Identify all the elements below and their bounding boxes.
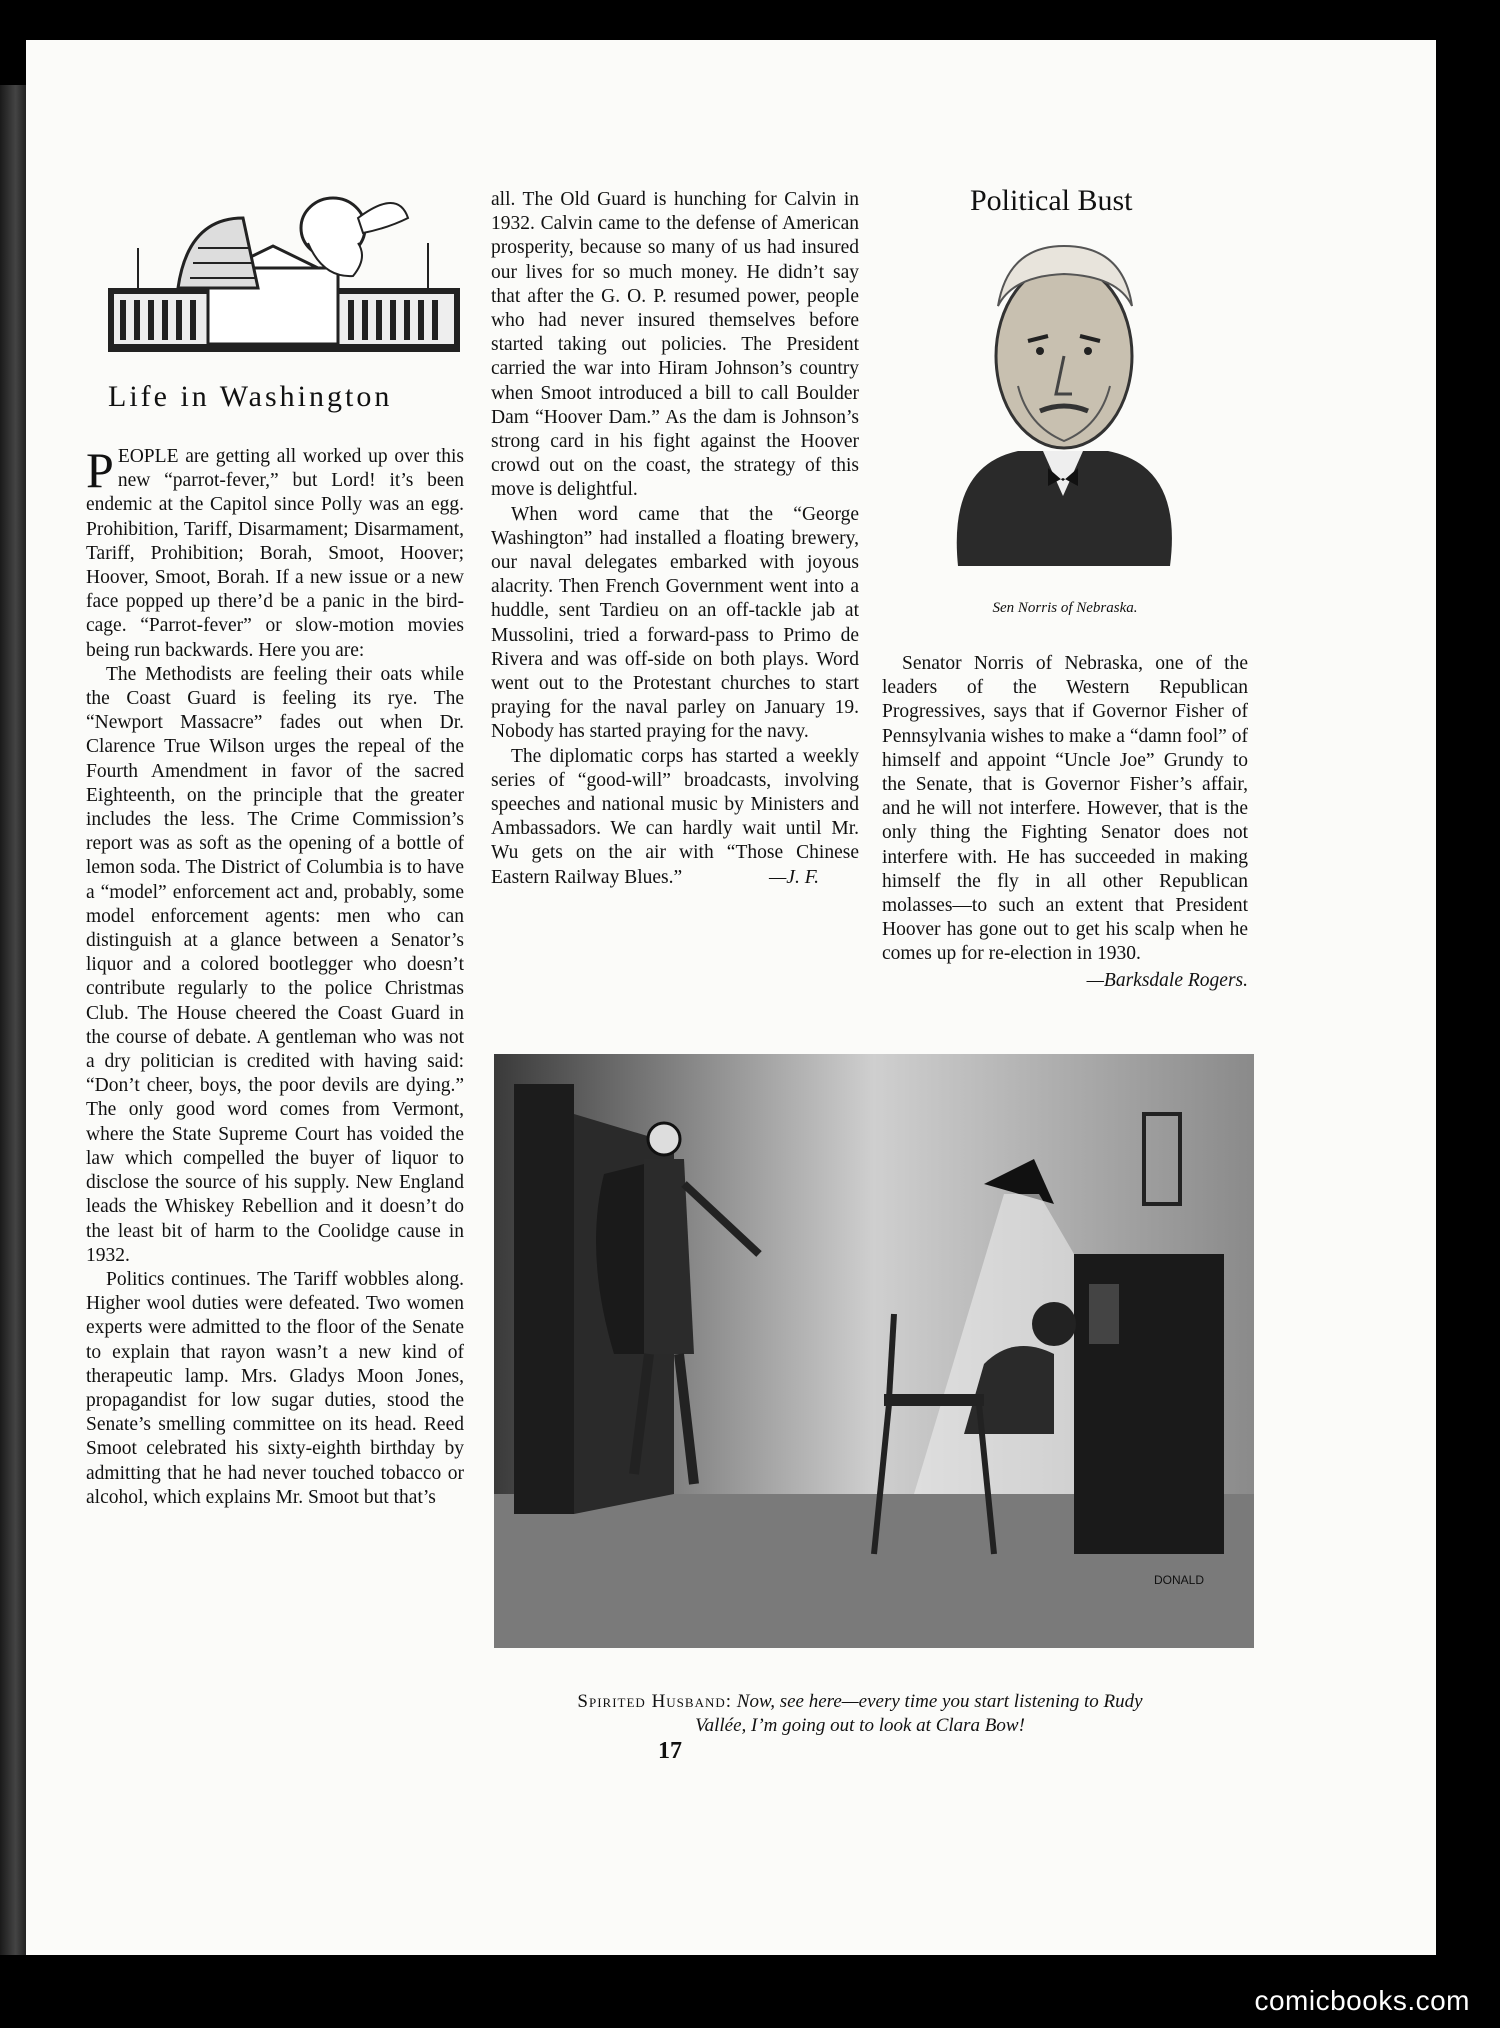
- political-bust-title: Political Bust: [970, 184, 1133, 217]
- paragraph-text: EOPLE are getting all worked up over this new “parrot-fever,” but Lord! it’s been endemic at the Capitol since Polly was an egg. Prohibition, Tariff, Disarmament; Disarmament, Tariff, Prohibition; Borah, Smoot, Hoover; Hoover, Smoot, Borah. If a new issue or a new face popped up there’d be a panic in the bird-cage. “Parrot-fever” or slow-motion movies being run backwards. Here you are:: [86, 446, 464, 661]
- artist-signature: DONALD: [1154, 1573, 1205, 1587]
- site-watermark: comicbooks.com: [1254, 1985, 1470, 2016]
- article-column-left: [86, 442, 464, 1510]
- caption-lead: Spirited Husband:: [577, 1691, 733, 1712]
- cartoon-caption: [560, 1690, 1160, 1738]
- paragraph: Politics continues. The Tariff wobbles along. Higher wool duties were defeated. Two women experts were admitted to the floor of the Senate to explain that rayon wasn’t a new kind of therapeutic lamp. Mrs. Gladys Moon Jones, propagandist for low sugar duties, stood the Senate’s smelling committee on its head. Reed Smoot celebrated his sixty-eighth birthday by admitting that he had never touched tobacco or alcohol, which explains Mr. Smoot but that’s: [86, 1268, 464, 1508]
- author-signoff: —Barksdale Rogers.: [1086, 969, 1248, 991]
- radio-cartoon-illustration: [494, 1054, 1254, 1648]
- author-signoff: —J. F.: [768, 866, 819, 888]
- article-column-middle: [491, 188, 859, 890]
- paragraph: all. The Old Guard is hunching for Calvin in 1932. Calvin came to the defense of American prosperity, because so many of us had insured our lives for so much money. He didn’t say that after the G. O. P. resumed power, people who had never insured themselves before started taking out policies. The President carried the war into Hiram Johnson’s country when Smoot introduced a bill to call Boulder Dam “Hoover Dam.” As the dam is Johnson’s strong card in his fight against the Hoover crowd out on the coast, the strategy of this move is delightful.: [491, 189, 859, 501]
- paragraph: When word came that the “George Washington” had installed a floating brewery, our naval delegates embarked with joyous alacrity. Then French Government went into a huddle, sent Tardieu on an off-tackle jab at Mussolini, tried a forward-pass to Primo de Rivera and was off-side on both plays. Word went out to the Protestant churches to start praying for the naval parley on January 19. Nobody has started praying for the navy.: [491, 503, 859, 743]
- paragraph-text: The diplomatic corps has started a weekly series of “good-will” broadcasts, involving speeches and national music by Ministers and Ambassadors. We can hardly wait until Mr. Wu gets on the air with “Those Chinese Eastern Railway Blues.”: [491, 745, 859, 888]
- drop-cap: P: [86, 442, 114, 498]
- paragraph: The Methodists are feeling their oats while the Coast Guard is feeling its rye. The “Newport Massacre” fades out when Dr. Clarence True Wilson urges the repeal of the Fourth Amendment in favor of the sacred Eighteenth, on the principle that the greater includes the less. The Crime Commission’s report was as soft as the opening of a bottle of lemon soda. The District of Columbia is to have a “model” enforcement act and, probably, some model enforcement agents: men who can distinguish at a glance between a Senator’s liquor and a colored bootlegger who doesn’t contribute regularly to the police Christmas Club. The House cheered the Coast Guard in the course of debate. A gentleman who was not a dry politician is credited with having said: “Don’t cheer, boys, the poor devils are dying.” The only good word comes from Vermont, where the State Supreme Court has voided the law which compelled the buyer of liquor to disclose the source of his supply. New England leads the Whiskey Rebellion and it doesn’t do the least bit of harm to the Coolidge cause in 1932.: [86, 663, 464, 1266]
- section-headline: Life in Washington: [108, 380, 393, 413]
- portrait-caption: Sen Norris of Nebraska.: [992, 600, 1138, 616]
- page-number: 17: [658, 1738, 682, 1764]
- binding-spine: [0, 85, 26, 1955]
- article-column-right: [882, 652, 1248, 993]
- caption-text: Now, see here—every time you start listening to Rudy Vallée, I’m going out to look at Clara Bow!: [695, 1691, 1143, 1736]
- paragraph: Senator Norris of Nebraska, one of the leaders of the Western Republican Progressives, says that if Governor Fisher of Pennsylvania wishes to make a “damn fool” of himself and appoint “Uncle Joe” Grundy to the Senate, that is Governor Fisher’s affair, and he will not interfere. However, that is the only thing the Fighting Senator does not interfere with. He has succeeded in making himself the fly in all other Republican molasses—to such an extent that President Hoover has gone out to get his scalp when he comes up for re-election in 1930.: [882, 653, 1248, 965]
- capitol-cherub-illustration: [108, 188, 460, 358]
- senator-portrait: [948, 236, 1180, 566]
- paragraph: [491, 745, 859, 890]
- paragraph: [86, 442, 464, 663]
